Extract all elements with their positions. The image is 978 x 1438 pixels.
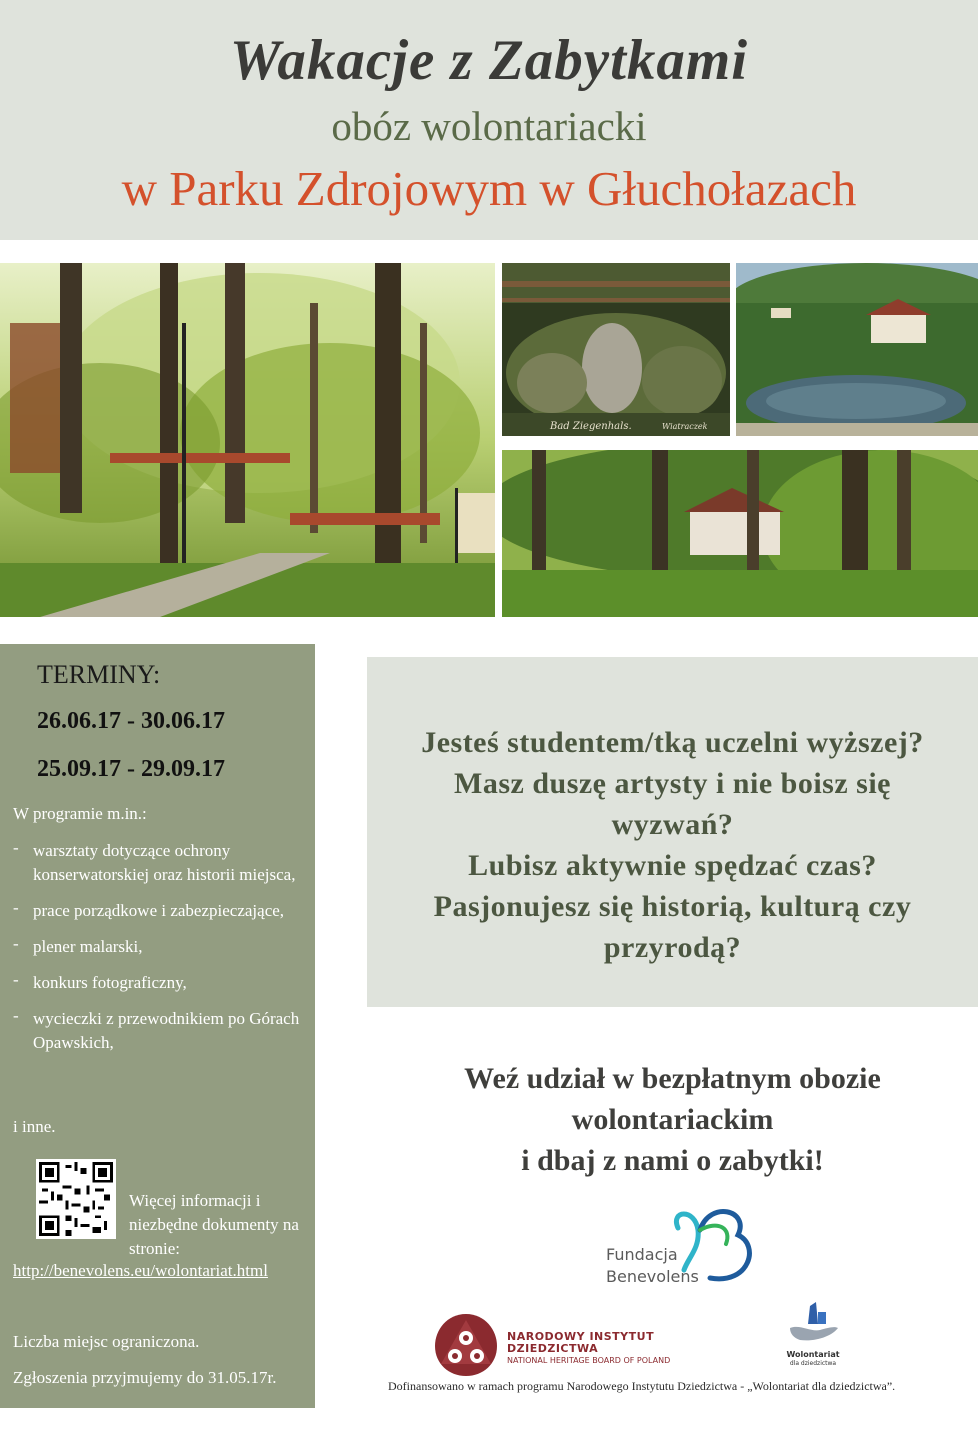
deadline-notice: Zgłoszenia przyjmujemy do 31.05.17r. xyxy=(13,1368,277,1387)
program-item xyxy=(13,971,303,995)
program-item xyxy=(13,935,303,959)
question-line: Pasjonujesz się historią, kulturą czy xyxy=(433,890,912,923)
bullet: - xyxy=(13,970,19,989)
program-item-text: prace porządkowe i zabezpieczające, xyxy=(33,901,285,920)
program-label: W programie m.in.: xyxy=(13,804,147,823)
date-range-1: 26.06.17 - 30.06.17 xyxy=(37,708,225,734)
forest-villa-photo xyxy=(502,450,978,617)
grotto-caption-right: Wiatraczek xyxy=(662,422,708,431)
funding-note: Dofinansowano w ramach programu Narodowego Instytutu Dziedzictwa - „Wolontariat dla dziedzictwa”. xyxy=(388,1379,896,1393)
nid-line3: NATIONAL HERITAGE BOARD OF POLAND xyxy=(507,1356,671,1365)
wolontariat-logo-icon xyxy=(786,1302,840,1344)
header-banner xyxy=(0,0,978,240)
questions-text xyxy=(367,722,978,968)
grotto-caption: Bad Ziegenhals. xyxy=(550,421,632,432)
bullet: - xyxy=(13,898,19,917)
wolontariat-logo-text xyxy=(780,1350,846,1368)
website-link[interactable]: http://benevolens.eu/wolontariat.html xyxy=(13,1261,268,1280)
bullet: - xyxy=(13,838,19,857)
more-info-text: Więcej informacji i niezbędne dokumenty na stronie: xyxy=(129,1191,299,1258)
bullet: - xyxy=(13,1006,19,1025)
limit-notice: Liczba miejsc ograniczona. xyxy=(13,1332,200,1351)
program-item xyxy=(13,839,303,887)
question-line: wyzwań? xyxy=(611,808,734,841)
question-line: Lubisz aktywnie spędzać czas? xyxy=(468,849,877,882)
program-item-text: warsztaty dotyczące ochrony konserwatorskiej oraz historii miejsca, xyxy=(33,841,296,884)
nid-logo-text xyxy=(507,1331,670,1367)
park-path-photo xyxy=(0,263,495,617)
lake-postcard-photo xyxy=(736,263,978,436)
bullet: - xyxy=(13,934,19,953)
benevolens-logo-text xyxy=(606,1244,699,1288)
program-others: i inne. xyxy=(13,1117,56,1136)
cta-line: wolontariackim xyxy=(571,1103,774,1136)
nid-logo-icon xyxy=(433,1312,499,1378)
benevolens-line1: Fundacja xyxy=(606,1245,678,1264)
page-title: Wakacje z Zabytkami xyxy=(229,29,749,92)
grotto-postcard-photo xyxy=(502,263,730,436)
cta-line: Weź udział w bezpłatnym obozie xyxy=(464,1062,881,1095)
event-location: w Parku Zdrojowym w Głuchołazach xyxy=(121,161,857,216)
program-item xyxy=(13,1007,303,1055)
question-line: przyrodą? xyxy=(603,931,742,964)
call-to-action xyxy=(367,1058,978,1181)
question-line: Masz duszę artysty i nie boisz się xyxy=(454,767,891,800)
page-subtitle: obóz wolontariacki xyxy=(331,103,647,149)
question-line: Jesteś studentem/tką uczelni wyższej? xyxy=(421,726,924,759)
terms-heading: TERMINY: xyxy=(37,660,161,689)
info-sidebar xyxy=(0,644,315,1408)
cta-line: i dbaj z nami o zabytki! xyxy=(521,1144,824,1177)
program-item xyxy=(13,899,303,923)
wdd-line1: Wolontariat xyxy=(786,1350,840,1359)
wdd-line2: dla dziedzictwa xyxy=(789,1360,837,1367)
program-item-text: wycieczki z przewodnikiem po Górach Opawskich, xyxy=(33,1009,300,1052)
nid-line2: DZIEDZICTWA xyxy=(507,1342,599,1355)
benevolens-line2: Benevolens xyxy=(606,1267,699,1286)
program-item-text: plener malarski, xyxy=(33,937,143,956)
questions-box xyxy=(367,657,978,1007)
nid-line1: NARODOWY INSTYTUT xyxy=(507,1330,655,1343)
qr-code[interactable] xyxy=(36,1159,116,1239)
date-range-2: 25.09.17 - 29.09.17 xyxy=(37,756,225,782)
program-item-text: konkurs fotograficzny, xyxy=(33,973,187,992)
program-list xyxy=(13,839,303,1067)
